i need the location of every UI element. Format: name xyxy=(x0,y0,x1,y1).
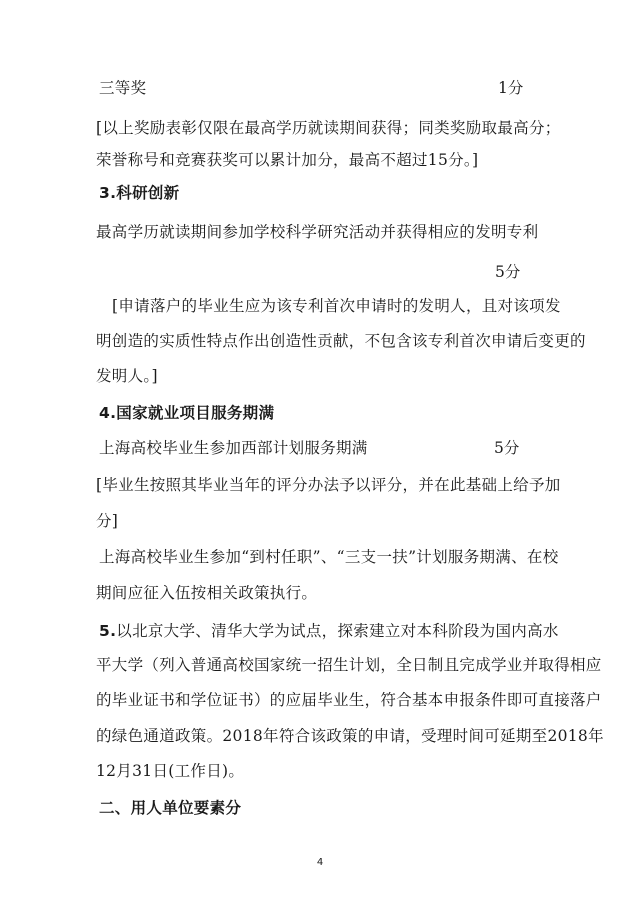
award-score: 1分 xyxy=(498,79,524,97)
service-score: 5分 xyxy=(494,439,520,457)
research-text: 最高学历就读期间参加学校科学研究活动并获得相应的发明专利 xyxy=(96,223,539,241)
pilot-policy-number: 5. xyxy=(99,622,117,640)
service-note-line-1: [毕业生按照其毕业当年的评分办法予以评分，并在此基础上给予加 xyxy=(96,476,561,494)
section-heading-employer: 二、用人单位要素分 xyxy=(99,799,242,817)
page-number: 4 xyxy=(316,857,324,868)
research-note-line-1: [申请落户的毕业生应为该专利首次申请时的发明人，且对该项发 xyxy=(112,297,561,315)
pilot-policy-line-5: 12月31日(工作日)。 xyxy=(96,762,245,780)
pilot-policy-line-1 xyxy=(99,621,559,641)
section-heading-service: 4.国家就业项目服务期满 xyxy=(99,404,275,422)
section-heading-research: 3.科研创新 xyxy=(99,184,180,202)
pilot-policy-line-3: 的毕业证书和学位证书）的应届毕业生，符合基本申报条件即可直接落户 xyxy=(96,691,602,709)
service-note-line-2: 分] xyxy=(96,512,119,530)
service-text: 上海高校毕业生参加西部计划服务期满 xyxy=(99,439,368,457)
service-policy-line-2: 期间应征入伍按相关政策执行。 xyxy=(96,584,318,602)
service-policy-line-1: 上海高校毕业生参加“到村任职”、“三支一扶”计划服务期满、在校 xyxy=(99,548,559,566)
research-note-line-2: 明创造的实质性特点作出创造性贡献，不包含该专利首次申请后变更的 xyxy=(96,332,586,350)
research-note-line-3: 发明人。] xyxy=(96,367,158,385)
award-note-line-2: 荣誉称号和竞赛获奖可以累计加分，最高不超过15分。] xyxy=(96,151,479,169)
research-score: 5分 xyxy=(495,263,521,281)
award-level-text: 三等奖 xyxy=(99,79,147,97)
pilot-policy-text: 以北京大学、清华大学为试点，探索建立对本科阶段为国内高水 xyxy=(116,622,559,640)
pilot-policy-line-2: 平大学（列入普通高校国家统一招生计划，全日制且完成学业并取得相应 xyxy=(96,656,602,674)
award-note-line-1: [以上奖励表彰仅限在最高学历就读期间获得；同类奖励取最高分； xyxy=(96,119,561,137)
pilot-policy-line-4: 的绿色通道政策。2018年符合该政策的申请，受理时间可延期至2018年 xyxy=(96,727,604,745)
